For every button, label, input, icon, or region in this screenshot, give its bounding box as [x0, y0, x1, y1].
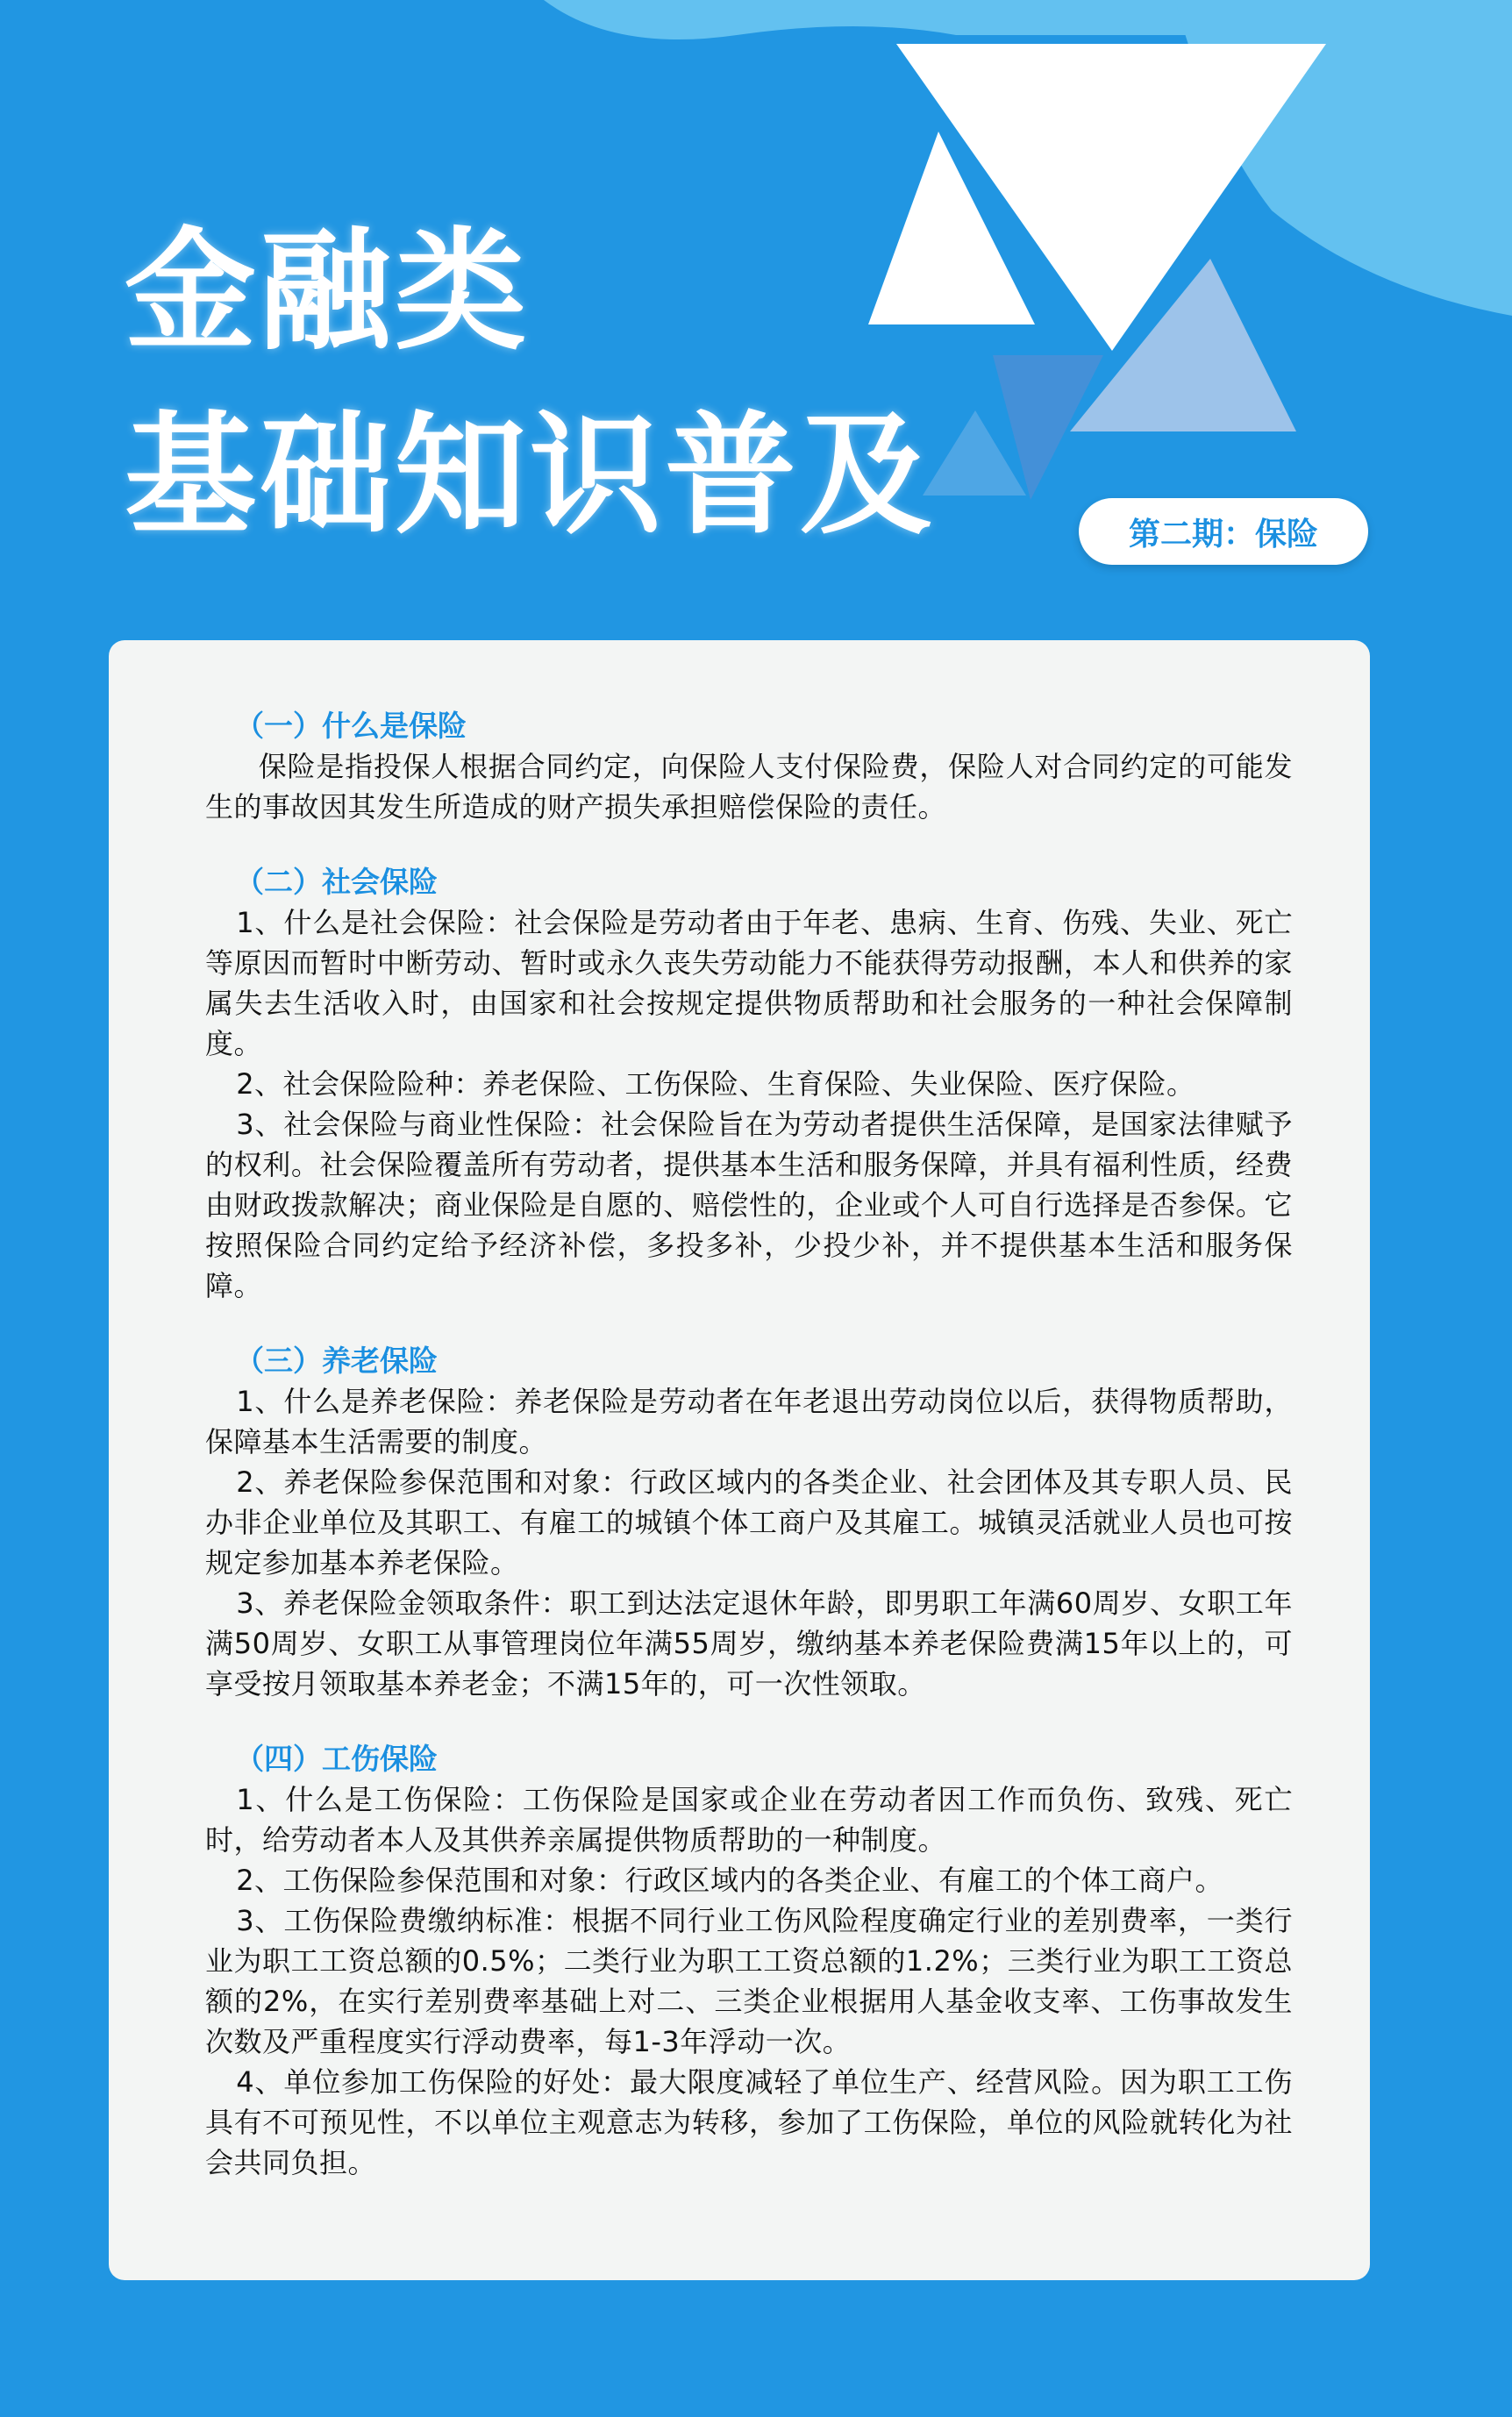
section-title: （三）养老保险: [235, 1344, 438, 1378]
paragraph: 2、工伤保险参保范围和对象：行政区域内的各类企业、有雇工的个体工商户。: [236, 1864, 1224, 1897]
page-title-line-1: 金融类: [125, 216, 531, 368]
paragraph: 保险是指投保人根据合同约定，向保险人支付保险费，保险人对合同约定的可能发生的事故因其发生所造成的财产损失承担赔偿保险的责任。: [205, 750, 1293, 823]
paragraph: 4、单位参加工伤保险的好处：最大限度减轻了单位生产、经营风险。因为职工工伤具有不可预见性，不以单位主观意志为转移，参加了工伤保险，单位的风险就转化为社会共同负担。: [205, 2065, 1293, 2179]
section-title: （一）什么是保险: [235, 709, 467, 743]
paragraph: 3、社会保险与商业性保险：社会保险旨在为劳动者提供生活保障，是国家法律赋予的权利。社会保险覆盖所有劳动者，提供基本生活和服务保障，并具有福利性质，经费由财政拨款解决；商业保险是自愿的、赔偿性的，企业或个人可自行选择是否参保。它按照保险合同约定给予经济补偿，多投多补，少投少补，并不提供基本生活和服务保障。: [205, 1108, 1293, 1302]
section-work-injury-insurance: [205, 1739, 1293, 2183]
section-social-insurance: [205, 862, 1293, 1306]
issue-badge: [1079, 498, 1368, 565]
content-card: [109, 640, 1370, 2280]
issue-label: 第二期：保险: [1128, 516, 1318, 553]
article-body: [205, 706, 1293, 2183]
section-pension-insurance: [205, 1341, 1293, 1704]
paragraph: 1、什么是工伤保险：工伤保险是国家或企业在劳动者因工作而负伤、致残、死亡时，给劳动者本人及其供养亲属提供物质帮助的一种制度。: [205, 1783, 1293, 1857]
paragraph: 1、什么是养老保险：养老保险是劳动者在年老退出劳动岗位以后，获得物质帮助，保障基本生活需要的制度。: [205, 1385, 1293, 1458]
section-title: （四）工伤保险: [235, 1742, 438, 1776]
paragraph: 3、工伤保险费缴纳标准：根据不同行业工伤风险程度确定行业的差别费率，一类行业为职工工资总额的0.5%；二类行业为职工工资总额的1.2%；三类行业为职工工资总额的2%，在实行差别费率基础上对二、三类企业根据用人基金收支率、工伤事故发生次数及严重程度实行浮动费率，每1-3年浮动一次。: [205, 1904, 1293, 2058]
section-what-is-insurance: [205, 706, 1293, 827]
paragraph: 3、养老保险金领取条件：职工到达法定退休年龄，即男职工年满60周岁、女职工年满50周岁、女职工从事管理岗位年满55周岁，缴纳基本养老保险费满15年以上的，可享受按月领取基本养老金；不满15年的，可一次性领取。: [205, 1586, 1293, 1700]
page-title-line-2: 基础知识普及: [125, 400, 936, 553]
paragraph: 2、养老保险参保范围和对象：行政区域内的各类企业、社会团体及其专职人员、民办非企业单位及其职工、有雇工的城镇个体工商户及其雇工。城镇灵活就业人员也可按规定参加基本养老保险。: [205, 1465, 1293, 1579]
section-title: （二）社会保险: [235, 865, 438, 899]
paragraph: 2、社会保险险种：养老保险、工伤保险、生育保险、失业保险、医疗保险。: [236, 1067, 1195, 1101]
paragraph: 1、什么是社会保险：社会保险是劳动者由于年老、患病、生育、伤残、失业、死亡等原因而暂时中断劳动、暂时或永久丧失劳动能力不能获得劳动报酬，本人和供养的家属失去生活收入时，由国家和社会按规定提供物质帮助和社会服务的一种社会保障制度。: [205, 906, 1293, 1060]
